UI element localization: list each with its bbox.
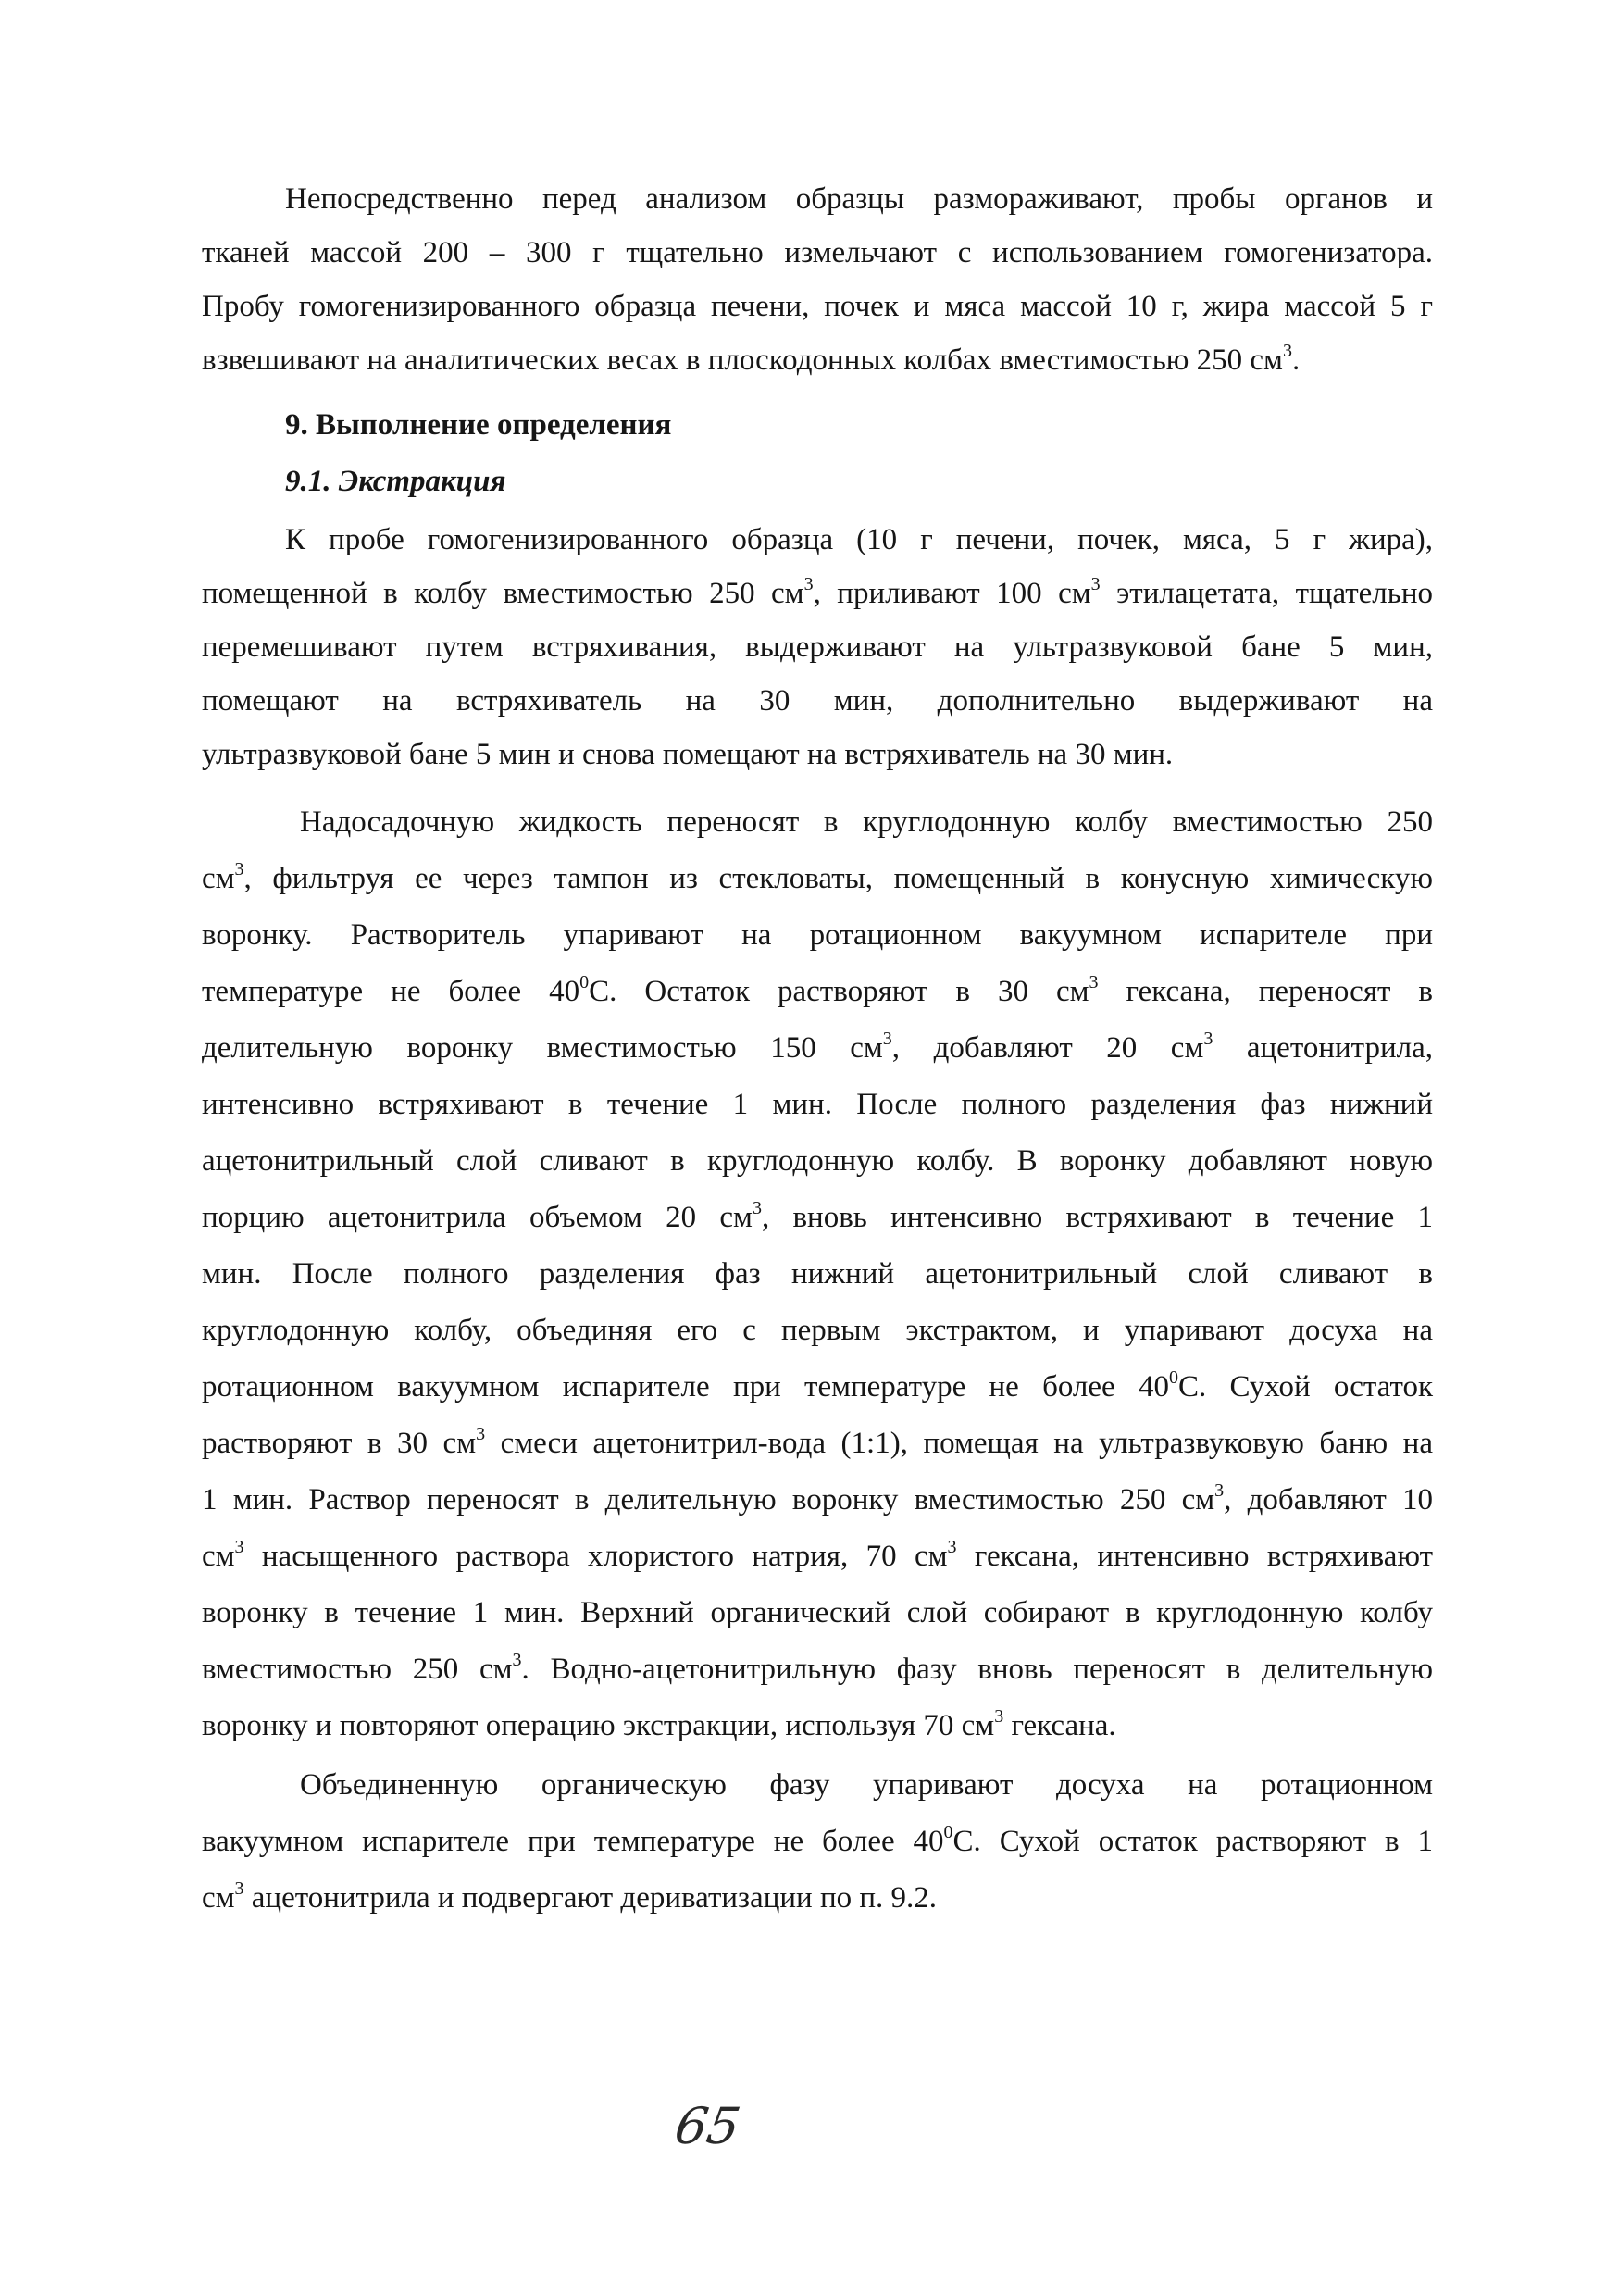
text-line: перемешивают путем встряхивания, выдерживают на ультразвуковой бане 5 мин,: [202, 630, 1433, 664]
text-line: ацетонитрильный слой сливают в круглодонную колбу. В воронку добавляют новую: [202, 1144, 1433, 1178]
text-line: интенсивно встряхивают в течение 1 мин. После полного разделения фаз нижний: [202, 1088, 1433, 1121]
paragraph-final-evaporation: [202, 1757, 1433, 1927]
text-line: воронку. Растворитель упаривают на ротационном вакуумном испарителе при: [202, 918, 1433, 952]
subsection-heading: 9.1. Экстракция: [285, 465, 506, 498]
text-line: воронку и повторяют операцию экстракции, используя 70 $см^3$ гексана.: [202, 1706, 1116, 1742]
text-line: Непосредственно перед анализом образцы размораживают, пробы органов и: [285, 182, 1433, 216]
text-line: растворяют в 30 $см^3$ смеси ацетонитрил-вода (1:1), помещая на ультразвуковую баню на: [202, 1424, 1433, 1460]
text-line: взвешивают на аналитических весах в плоскодонных колбах вместимостью 250 $см^3$.: [202, 341, 1301, 377]
text-line: мин. После полного разделения фаз нижний ацетонитрильный слой сливают в: [202, 1257, 1433, 1291]
text-line: воронку в течение 1 мин. Верхний органический слой собирают в круглодонную колбу: [202, 1596, 1433, 1629]
text-line: Объединенную органическую фазу упаривают досуха на ротационном: [300, 1768, 1433, 1802]
paragraph-purification: [202, 794, 1433, 1754]
text-line: помещают на встряхиватель на 30 мин, дополнительно выдерживают на: [202, 684, 1433, 718]
section-heading: 9. Выполнение определения: [285, 408, 672, 442]
text-line: 1 мин. Раствор переносят в делительную воронку вместимостью 250 $см^3$, добавляют 10: [202, 1480, 1433, 1516]
text-line: $см^3$ ацетонитрила и подвергают дериватизации по п. 9.2.: [202, 1878, 938, 1915]
page-number: 65: [670, 2097, 745, 2155]
text-line: Пробу гомогенизированного образца печени, почек и мяса массой 10 г, жира массой 5 г: [202, 290, 1433, 323]
text-line: вакуумном испарителе при температуре не более $40^0С$. Сухой остаток растворяют в 1: [202, 1822, 1434, 1858]
text-line: температуре не более $40^0С$. Остаток растворяют в 30 $см^3$ гексана, переносят в: [202, 972, 1433, 1008]
text-line: порцию ацетонитрила объемом 20 $см^3$, вновь интенсивно встряхивают в течение 1: [202, 1198, 1433, 1234]
text-line: делительную воронку вместимостью 150 $см^3$, добавляют 20 $см^3$ ацетонитрила,: [202, 1029, 1433, 1065]
text-line: ротационном вакуумном испарителе при температуре не более $40^0С$. Сухой остаток: [202, 1367, 1433, 1404]
text-line: Надосадочную жидкость переносят в круглодонную колбу вместимостью 250: [300, 805, 1433, 839]
text-line: $см^3$ насыщенного раствора хлористого натрия, 70 $см^3$ гексана, интенсивно встряхивают: [202, 1537, 1433, 1573]
text-line: вместимостью 250 $см^3$. Водно-ацетонитрильную фазу вновь переносят в делительную: [202, 1650, 1433, 1686]
text-line: тканей массой 200 – 300 г тщательно измельчают с использованием гомогенизатора.: [202, 236, 1433, 269]
paragraph-extraction-step: [202, 513, 1433, 781]
text-line: помещенной в колбу вместимостью 250 $см^3$, приливают 100 $см^3$ этилацетата, тщательно: [202, 574, 1433, 610]
text-line: К пробе гомогенизированного образца (10 г печени, почек, мяса, 5 г жира),: [285, 523, 1433, 556]
paragraph-sample-preparation: [202, 172, 1433, 387]
text-line: ультразвуковой бане 5 мин и снова помещают на встряхиватель на 30 мин.: [202, 738, 1174, 771]
text-line: круглодонную колбу, объединяя его с первым экстрактом, и упаривают досуха на: [202, 1314, 1433, 1347]
text-line: $см^3$, фильтруя ее через тампон из стекловаты, помещенный в конусную химическую: [202, 859, 1433, 895]
